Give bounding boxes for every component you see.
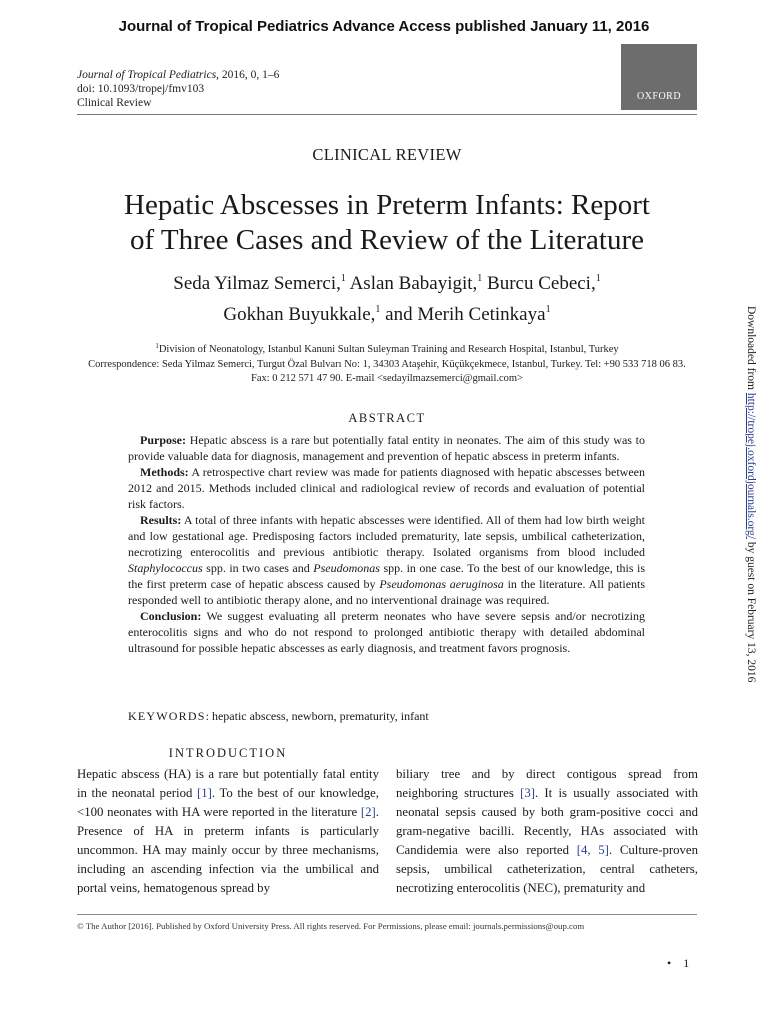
citation-details: , 2016, 0, 1–6 <box>216 69 280 81</box>
fax-email: Fax: 0 212 571 47 90. E-mail <sedayilmazsemerci@gmail.com> <box>251 373 523 384</box>
copyright-notice: © The Author [2016]. Published by Oxford University Press. All rights reserved. For Permissions, please email: journals.permissions@oup.com <box>77 921 585 931</box>
footer-divider <box>77 914 697 915</box>
author-name: and Merih Cetinkaya <box>385 304 546 325</box>
keywords-text: hepatic abscess, newborn, prematurity, infant <box>211 709 429 723</box>
doi: doi: 10.1093/tropej/fmv103 <box>77 83 205 95</box>
abstract-conclusion: Conclusion: We suggest evaluating all preterm neonates who have severe sepsis and/or necrotizing enterocolitis signs and who do not respond to prolonged antibiotic therapy with detailed abdominal ultrasound for possible hepatic abscesses as early diagnosis, and treatment favors prognosis. <box>128 609 645 655</box>
introduction-heading: INTRODUCTION <box>168 746 288 760</box>
methods-label: Methods: <box>140 465 189 479</box>
abstract-body <box>128 432 645 656</box>
abstract-methods: Methods: A retrospective chart review was made for patients diagnosed with hepatic abscesses between 2012 and 2015. Methods included clinical and radiological review of records and evaluation of potential risk factors. <box>128 465 646 511</box>
affiliation-division: $^1$Division of Neonatology, Istanbul Kanuni Sultan Suleyman Training and Research Hospital, Istanbul, Turkey <box>155 342 619 355</box>
download-note: Downloaded from http://tropej.oxfordjournals.org/ by guest on February 13, 2016 <box>745 306 757 683</box>
results-label: Results: <box>140 513 182 527</box>
affiliation-mark: 1 <box>375 304 381 315</box>
bullet-icon: • <box>667 956 672 970</box>
journal-url-link[interactable]: http://tropej.oxfordjournals.org/ <box>745 392 757 539</box>
author-line-1 <box>77 266 697 297</box>
abstract-results: Results: A total of three infants with hepatic abscesses were identified. All of them had low birth weight and low gestational age. Predisposing factors included prematurity, late sepsis, umbilical catheterization, necrotizing enterocolitis and previous antibiotic therapy. Isolated organisms from blood included Staphylococcus spp. in two cases and Pseudomonas spp. in one case. To the best of our knowledge, this is the first preterm case of hepatic abscess caused by Pseudomonas aeruginosa in the literature. All patients responded well to antibiotic therapy alone, and no interventional drainage was required. <box>128 513 646 607</box>
author-name: Seda Yilmaz Semerci, <box>173 273 341 294</box>
journal-citation <box>77 68 279 82</box>
affiliation-mark: 1 <box>155 342 159 350</box>
article-title <box>77 188 697 258</box>
keywords: KEYWORDS: hepatic abscess, newborn, prematurity, infant <box>128 709 429 723</box>
author-name: Burcu Cebeci, <box>487 273 596 294</box>
title-line-2: of Three Cases and Review of the Literature <box>129 224 644 256</box>
advance-access-line: Journal of Tropical Pediatrics Advance Access published January 11, 2016 <box>118 18 650 35</box>
affiliation-mark: 1 <box>477 273 483 284</box>
keywords-label: KEYWORDS <box>128 709 206 723</box>
reference-link[interactable]: [2] <box>360 805 376 819</box>
journal-name: Journal of Tropical Pediatrics <box>77 69 217 81</box>
affiliation-mark: 1 <box>545 304 551 315</box>
header-divider <box>77 114 697 115</box>
affiliation-mark: 1 <box>340 273 346 284</box>
affiliation-block <box>77 339 697 387</box>
correspondence: Correspondence: Seda Yilmaz Semerci, Turgut Özal Bulvarı No: 1, 34303 Ataşehir, Küçükçekmece, Istanbul, Turkey. Tel: +90 533 718 06 83. <box>88 358 686 370</box>
title-line-1: Hepatic Abscesses in Preterm Infants: Report <box>124 189 650 221</box>
abstract-heading: ABSTRACT <box>348 411 426 425</box>
article-type: Clinical Review <box>77 97 152 109</box>
author-name: Gokhan Buyukkale, <box>223 304 376 325</box>
publisher-logo <box>621 44 697 110</box>
affiliation-mark: 1 <box>595 273 601 284</box>
reference-link[interactable]: [4, 5] <box>576 843 609 857</box>
page-number: • 1 <box>667 956 690 970</box>
body-column-left: Hepatic abscess (HA) is a rare but potentially fatal entity in the neonatal period [1]. To the best of our knowledge, <100 neonates with HA were reported in the literature [2]. Presence of HA in preterm infants is particularly uncommon. HA may mainly occur by three mechanisms, including an ascending infection via the umbilical and portal veins, hematogenous spread by <box>77 767 379 895</box>
author-name: Aslan Babayigit, <box>349 273 478 294</box>
reference-link[interactable]: [3] <box>520 786 535 800</box>
section-heading: CLINICAL REVIEW <box>312 145 462 164</box>
body-column-right: biliary tree and by direct contigous spread from neighboring structures [3]. It is usually associated with neonatal sepsis caused by both gram-positive cocci and gram-negative bacilli. Recently, HAs associated with Candidemia were also reported [4, 5]. Culture-proven sepsis, umbilical catheterization, central catheters, necrotizing enterocolitis (NEC), prematurity and <box>396 767 699 895</box>
author-list <box>77 266 697 328</box>
abstract-purpose: Purpose: Hepatic abscess is a rare but potentially fatal entity in neonates. The aim of this study was to provide valuable data for diagnosis, management and prevention of hepatic abscess in preterm infants. <box>128 433 645 463</box>
author-line-2 <box>77 297 697 328</box>
purpose-label: Purpose: <box>140 433 186 447</box>
article-meta <box>77 68 279 110</box>
reference-link[interactable]: [1] <box>196 786 212 800</box>
conclusion-label: Conclusion: <box>140 609 202 623</box>
publisher-logo-text: OXFORD <box>636 91 682 102</box>
